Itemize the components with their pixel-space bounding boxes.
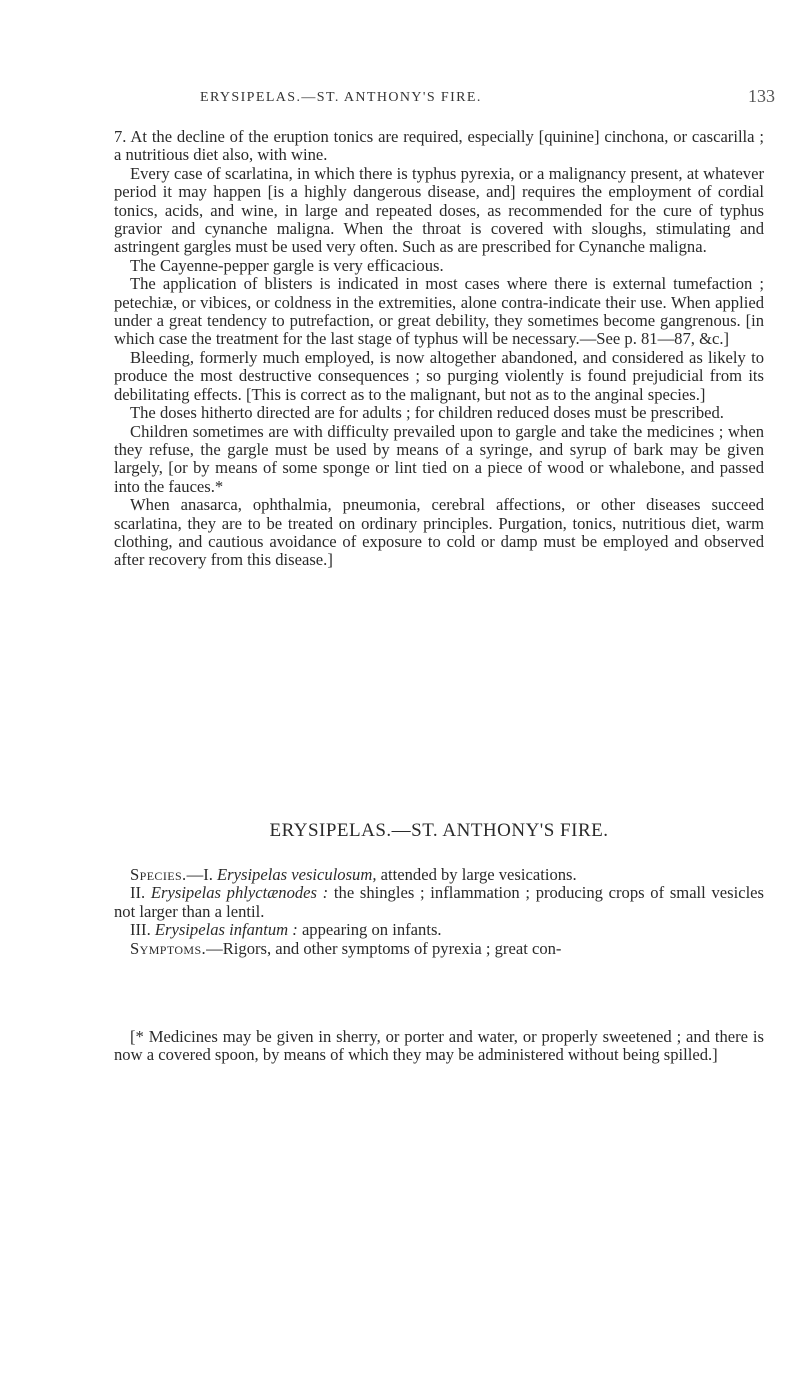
species-2-description: the shingles ; inflammation ; producing crops of small vesicles not larger than a lentil. bbox=[114, 883, 765, 921]
species-1 bbox=[114, 866, 764, 884]
running-head: ERYSIPELAS.—ST. ANTHONY'S FIRE. bbox=[200, 90, 482, 105]
section-body bbox=[114, 866, 764, 958]
paragraph-2: Every case of scarlatina, in which there is typhus pyrexia, or a malignancy present, at whatever period it may happen [is a highly dangerous disease, and] requires the employment of cordial tonics, acids, and wine, in large and repeated doses, as recommended for the cure of typhus gravior and cynanche maligna. When the throat is covered with sloughs, stimulating and astringent gargles must be used very often. Such as are prescribed for Cynanche maligna. bbox=[114, 163, 764, 257]
species-1-name: Erysipelas vesiculosum, bbox=[217, 865, 377, 884]
species-2-name: Erysipelas phlyctænodes : bbox=[150, 883, 329, 903]
paragraph-8: When anasarca, ophthalmia, pneumonia, cerebral affections, or other diseases succeed scarlatina, they are to be treated on ordinary principles. Purgation, tonics, nutritious diet, warm clothing, and cautious avoidance of exposure to cold or damp must be employed and observed after recovery from this disease.] bbox=[114, 495, 764, 570]
footnote-text: [* Medicines may be given in sherry, or porter and water, or properly sweetened ; and there is now a covered spoon, by means of which they may be administered without being spilled.] bbox=[114, 1027, 764, 1065]
section-heading: ERYSIPELAS.—ST. ANTHONY'S FIRE. bbox=[269, 820, 609, 841]
paragraph-3: The Cayenne-pepper gargle is very efficacious. bbox=[130, 255, 444, 275]
species-2-number: II. bbox=[130, 883, 146, 903]
symptoms-label: Symptoms. bbox=[130, 938, 207, 958]
footnote bbox=[114, 1028, 764, 1065]
paragraph-4: The application of blisters is indicated in most cases where there is external tumefaction ; petechiæ, or vibices, or coldness in the extremities, alone contra-indicate their use. When applied under a great tendency to putrefaction, or great debility, they sometimes become gangrenous. [in which case the treatment for the last stage of typhus will be necessary.—See p. 81—87, &c.] bbox=[114, 274, 764, 349]
page-number: 133 bbox=[748, 86, 775, 106]
body-text bbox=[114, 128, 764, 570]
paragraph-7: Children sometimes are with difficulty prevailed upon to gargle and take the medicines ; when they refuse, the gargle must be used by means of a syringe, and syrup of bark may be given largely, [or by means of some sponge or lint tied on a piece of wood or whalebone, and passed into the fauces.* bbox=[114, 421, 764, 496]
paragraph-6: The doses hitherto directed are for adults ; for children reduced doses must be prescribed. bbox=[130, 403, 724, 423]
species-label: Species. bbox=[130, 865, 187, 884]
species-3-number: III. bbox=[130, 920, 151, 940]
species-3 bbox=[114, 921, 764, 939]
paragraph-1: 7. At the decline of the eruption tonics are required, especially [quinine] cinchona, or cascarilla ; a nutritious diet also, with wine. bbox=[114, 127, 764, 165]
species-2 bbox=[114, 884, 764, 921]
species-1-description: attended by large vesications. bbox=[380, 865, 577, 884]
paragraph-5: Bleeding, formerly much employed, is now altogether abandoned, and considered as likely to produce the most destructive consequences ; so purging violently is found prejudicial from its debilitating effects. [This is correct as to the malignant, but not as to the anginal species.] bbox=[114, 347, 764, 404]
species-3-name: Erysipelas infantum : bbox=[154, 920, 298, 940]
symptoms bbox=[114, 940, 764, 958]
species-3-description: appearing on infants. bbox=[301, 920, 442, 940]
species-1-number: —I. bbox=[186, 865, 213, 884]
symptoms-text: —Rigors, and other symptoms of pyrexia ; great con- bbox=[206, 938, 562, 958]
